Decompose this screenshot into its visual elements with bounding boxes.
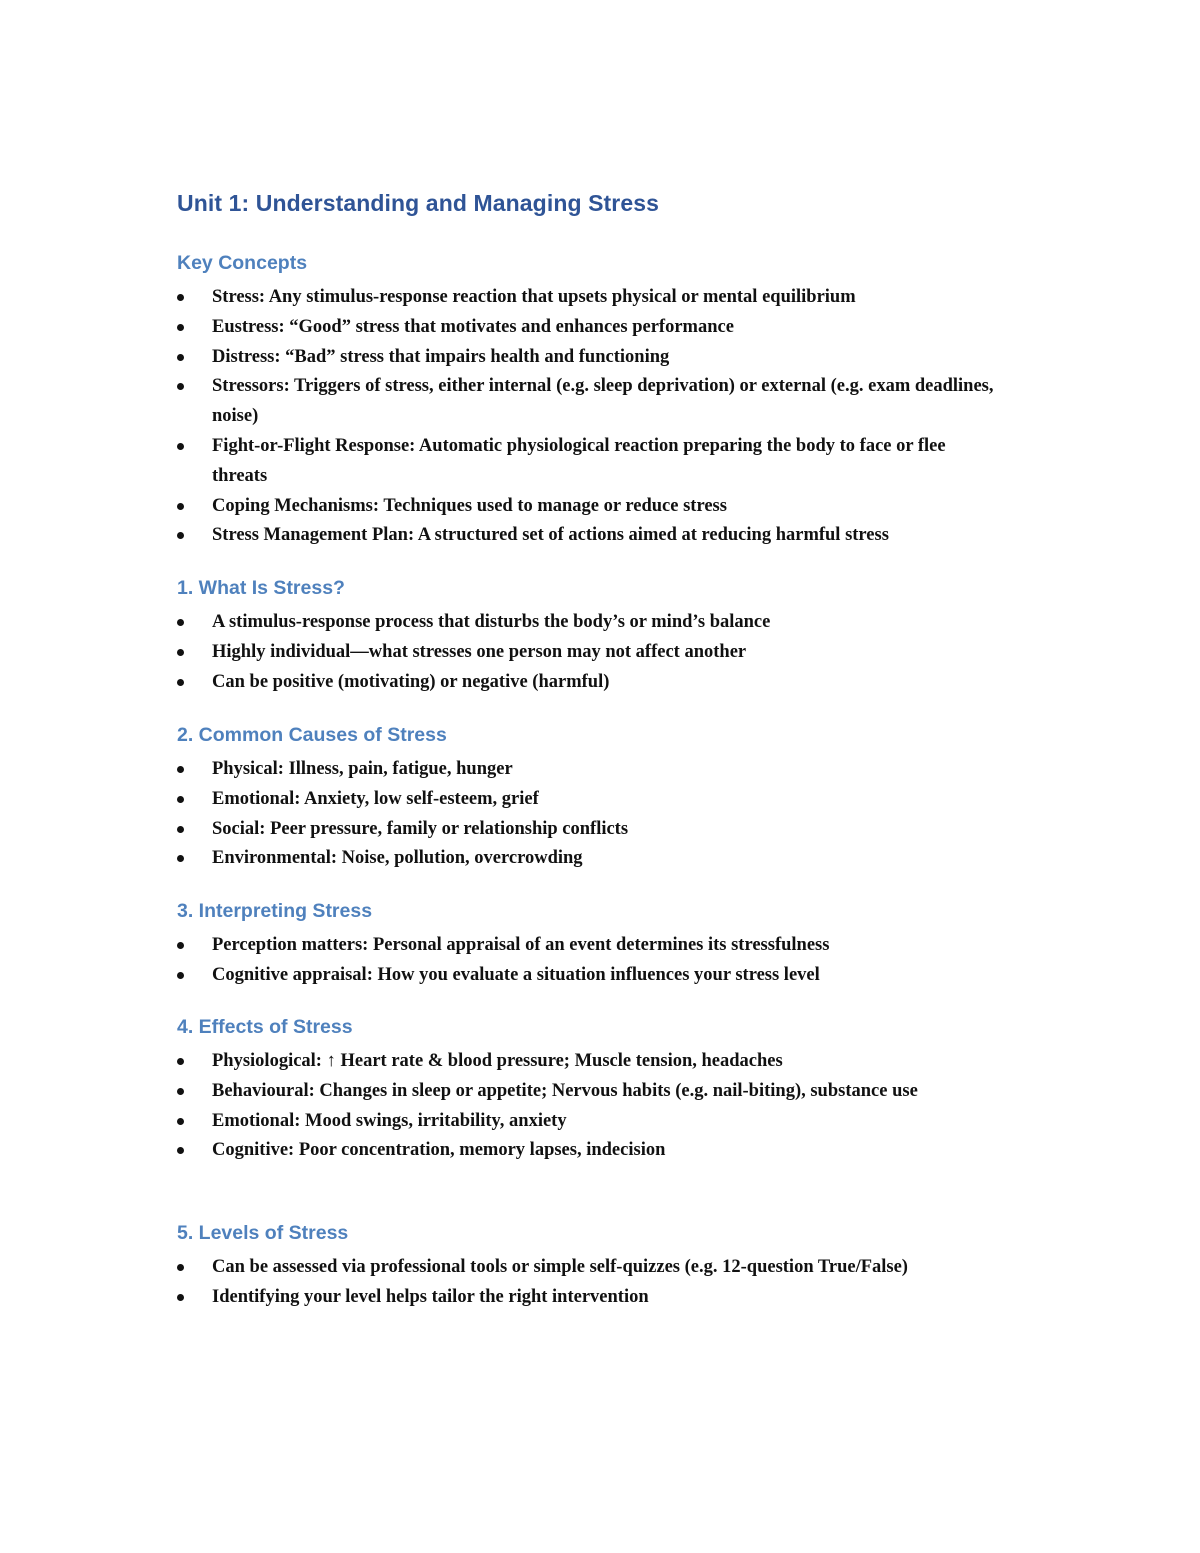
list-item: Stressors: Triggers of stress, either internal (e.g. sleep deprivation) or external (e.g. exam deadlines, noise) xyxy=(177,372,1002,432)
list-item: Fight-or-Flight Response: Automatic physiological reaction preparing the body to face or flee threats xyxy=(177,432,1002,492)
list-item: Behavioural: Changes in sleep or appetite; Nervous habits (e.g. nail-biting), substance use xyxy=(177,1077,1002,1107)
list-item: Stress: Any stimulus-response reaction that upsets physical or mental equilibrium xyxy=(177,283,1002,313)
section-heading: 1. What Is Stress? xyxy=(177,577,345,599)
section-key-concepts xyxy=(177,250,1027,551)
list-item: Highly individual—what stresses one person may not affect another xyxy=(177,638,1002,668)
section-heading: 2. Common Causes of Stress xyxy=(177,724,447,746)
list-item: Eustress: “Good” stress that motivates and enhances performance xyxy=(177,313,1002,343)
list-item: Cognitive appraisal: How you evaluate a situation influences your stress level xyxy=(177,961,1002,991)
bullet-list xyxy=(177,755,1027,874)
list-item: Environmental: Noise, pollution, overcrowding xyxy=(177,844,1002,874)
section-effects-of-stress xyxy=(177,1014,1027,1166)
bullet-list xyxy=(177,283,1027,551)
list-item: Distress: “Bad” stress that impairs health and functioning xyxy=(177,343,1002,373)
bullet-list xyxy=(177,931,1027,991)
list-item: Perception matters: Personal appraisal of an event determines its stressfulness xyxy=(177,931,1002,961)
list-item: Physiological: ↑ Heart rate & blood pressure; Muscle tension, headaches xyxy=(177,1047,1002,1077)
list-item: Social: Peer pressure, family or relationship conflicts xyxy=(177,815,1002,845)
list-item: Can be positive (motivating) or negative (harmful) xyxy=(177,668,1002,698)
list-item: Emotional: Anxiety, low self-esteem, grief xyxy=(177,785,1002,815)
section-levels-of-stress xyxy=(177,1220,1027,1313)
section-interpreting-stress xyxy=(177,898,1027,991)
list-item: Cognitive: Poor concentration, memory lapses, indecision xyxy=(177,1136,1002,1166)
list-item: Coping Mechanisms: Techniques used to manage or reduce stress xyxy=(177,492,1002,522)
section-heading: Key Concepts xyxy=(177,252,308,274)
page-title: Unit 1: Understanding and Managing Stress xyxy=(177,190,660,216)
list-item: Can be assessed via professional tools or simple self-quizzes (e.g. 12-question True/False) xyxy=(177,1253,1002,1283)
section-heading: 5. Levels of Stress xyxy=(177,1222,349,1244)
bullet-list xyxy=(177,1253,1027,1313)
list-item: Physical: Illness, pain, fatigue, hunger xyxy=(177,755,1002,785)
list-item: A stimulus-response process that disturbs the body’s or mind’s balance xyxy=(177,608,1002,638)
section-heading: 3. Interpreting Stress xyxy=(177,900,373,922)
list-item: Emotional: Mood swings, irritability, anxiety xyxy=(177,1107,1002,1137)
bullet-list xyxy=(177,608,1027,697)
section-common-causes xyxy=(177,722,1027,874)
section-heading: 4. Effects of Stress xyxy=(177,1016,353,1038)
section-what-is-stress xyxy=(177,575,1027,697)
bullet-list xyxy=(177,1047,1027,1166)
list-item: Identifying your level helps tailor the right intervention xyxy=(177,1283,1002,1313)
list-item: Stress Management Plan: A structured set of actions aimed at reducing harmful stress xyxy=(177,521,1002,551)
